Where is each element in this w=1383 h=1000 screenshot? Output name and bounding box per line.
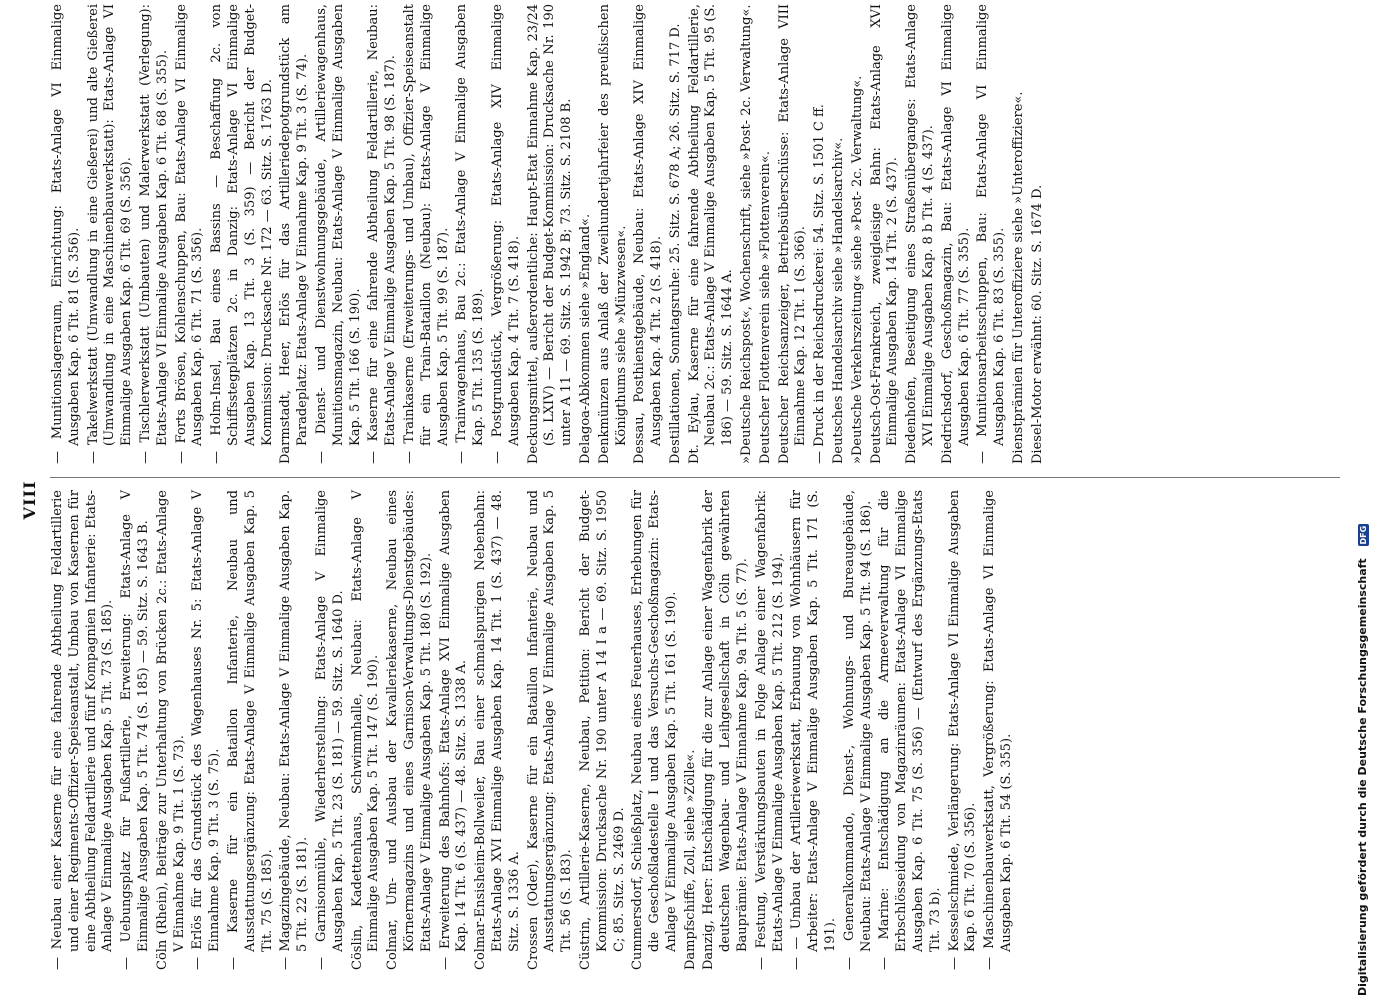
entry-dash: — xyxy=(366,441,382,464)
index-block xyxy=(385,490,471,970)
entry-text: — Umbau der Artilleriewerkstatt, Erbauung von Wohnhäusern für Arbeiter: Etats-Anlage V Einmalige Ausgaben Kap. 5 Tit. 171 (S. 191). xyxy=(789,490,839,952)
page-number: VIII xyxy=(20,480,39,520)
entry-dash: — xyxy=(173,443,189,464)
entry-text: Danzig, Heer: Entschädigung für die zur Anlage einer Wagenfabrik der deutschen Wagenbau- und Leihgesellschaft in Cöln gewährten Bauprämie: Etats-Anlage V Einnahme Kap. 9a Tit. 5 (S. 77). xyxy=(701,490,751,970)
index-block xyxy=(831,4,848,464)
entry-text: Druck in der Reichsdruckerei: 54. Sitz. S. 1501 C ff. xyxy=(812,104,828,447)
index-entry xyxy=(402,4,452,464)
index-entry xyxy=(683,490,700,970)
index-block xyxy=(701,490,875,970)
entry-dash: — xyxy=(313,941,329,970)
index-block xyxy=(278,4,523,464)
entry-text: Munitionsarbeitsschuppen, Bau: Etats-Anlage VI Einmalige Ausgaben Kap. 6 Tit. 83 (S. 355). xyxy=(975,4,1008,446)
index-block xyxy=(904,4,938,464)
dfg-logo: DFG xyxy=(1358,525,1368,545)
index-block xyxy=(877,490,1015,970)
index-entry xyxy=(226,490,276,970)
index-entry xyxy=(490,4,524,464)
index-entry xyxy=(869,4,903,464)
entry-text: Cummersdorf, Schießplatz, Neubau eines Feuerhauses, Erhebungen für die Geschoßladestelle I und das Versuchs-Geschoßmagazin: Etats-Anlage V Einmalige Ausgaben Kap. 5 Tit. 161 (S. 190). xyxy=(630,490,679,970)
index-entry xyxy=(454,4,488,464)
entry-dash: — xyxy=(753,948,769,970)
index-entry xyxy=(209,4,276,464)
entry-dash: — xyxy=(401,443,417,464)
index-block xyxy=(850,4,867,464)
index-entry xyxy=(789,490,839,970)
index-entry xyxy=(777,4,811,464)
column-divider xyxy=(50,477,1340,478)
entry-dash: — xyxy=(975,436,991,464)
entry-text: Marine: Entschädigung an die Armeeverwaltung für die Erbschlösseidung von Magazinräumen: Etats-Anlage VI Einmalige Ausgaben Kap. 6 Tit. 75 (S. 356) — (Entwurf des Ergänzungs-Etats Tit. 73 b). xyxy=(877,490,943,952)
index-block xyxy=(578,4,595,464)
index-block xyxy=(869,4,903,464)
entry-text: Maschinenbauwerkstatt, Vergrößerung: Etats-Anlage VI Einmalige Ausgaben Kap. 6 Tit. 54 (S. 355). xyxy=(982,490,1015,952)
index-block xyxy=(758,4,775,464)
index-block xyxy=(940,4,1009,464)
index-block xyxy=(526,4,576,464)
index-entry xyxy=(947,490,981,970)
entry-dash: — xyxy=(946,951,962,970)
entry-text: Colmar-Ensisheim-Bollweiler, Bau einer schmalspurigen Nebenbahn: Etats-Anlage XVI Einmalige Ausgaben Kap. 14 Tit. 1 (S. 437) — 48. Sitz. S. 1336 A. xyxy=(473,490,522,970)
index-entry xyxy=(632,4,666,464)
entry-text: Colmar, Um- und Ausbau der Kavalleriekaserne, Neubau eines Körnermagazins und eines Garnison-Verwaltungs-Dienstgebäudes: Etats-Anlage V Einmalige Ausgaben Kap. 5 Tit. 180 (S. 192). xyxy=(385,490,434,970)
index-block xyxy=(777,4,829,464)
entry-text: Diedenhofen, Beseitigung eines Straßenüberganges: Etats-Anlage XVI Einmalige Ausgaben Kap. 8 b Tit. 4 (S. 437). xyxy=(904,4,937,464)
index-entry xyxy=(597,4,631,464)
index-block xyxy=(1030,4,1047,464)
index-entry xyxy=(668,4,685,464)
index-entry xyxy=(174,4,208,464)
entry-text: Uebungsplatz für Fußartillerie, Erweiterung: Etats-Anlage V Einmalige Ausgaben Kap. 5 Tit. 74 (S. 185) — 59. Sitz. S. 1643 B. xyxy=(119,490,151,952)
entry-dash: — xyxy=(209,435,225,464)
entry-text: Diesel-Motor erwähnt: 60. Sitz. S. 1674 D. xyxy=(1029,184,1045,464)
index-entry xyxy=(314,4,364,464)
index-block xyxy=(597,4,631,464)
index-block xyxy=(683,490,700,970)
entry-text: Denkmünzen aus Anlaß der Zweihundertjahrfeier des preußischen Königthums siehe »Münzwesen«. xyxy=(596,4,629,464)
entry-text: Darmstadt, Heer, Erlös für das Artilleriedepotgrundstück am Paradeplatz: Etats-Anlage V Einnahme Kap. 9 Tit. 3 (S. 74). xyxy=(278,4,311,464)
entry-dash: — xyxy=(50,439,65,464)
entry-text: Takelwerkstatt (Umwandlung in eine Gießerei) und alte Gießerei (Umwandlung in eine Maschinenbauwerkstatt): Etats-Anlage VI Einmalige Ausgaben Kap. 6 Tit. 69 (S. 356). xyxy=(85,4,135,446)
index-entry xyxy=(940,4,974,464)
entry-text: Deutscher Flottenverein siehe »Flottenverein«. xyxy=(757,151,773,464)
index-entry xyxy=(86,4,136,464)
index-entry xyxy=(366,4,400,464)
index-block xyxy=(50,4,276,464)
entry-text: Cöslin, Kadettenhaus, Schwimmhalle, Neubau: Etats-Anlage V Einmalige Ausgaben Kap. 5 Tit. 147 (S. 190). xyxy=(349,490,382,970)
entry-dash: — xyxy=(278,951,294,970)
index-entry xyxy=(278,4,312,464)
index-entry xyxy=(350,490,384,970)
entry-text: Dampfschiffe, Zoll, siehe »Zölle«. xyxy=(682,749,698,970)
entry-dash: — xyxy=(982,948,998,970)
entry-dash: — xyxy=(225,933,241,970)
index-entry xyxy=(385,490,435,970)
entry-dash: — xyxy=(190,949,206,970)
index-block xyxy=(739,4,756,464)
entry-text: Erlös für das Grundstück des Wagenhauses Nr. 5: Etats-Anlage V Einnahme Kap. 9 Tit. 3 (S. 75). xyxy=(190,490,223,952)
index-entry xyxy=(50,490,117,970)
entry-dash: — xyxy=(789,949,805,970)
index-block xyxy=(350,490,384,970)
index-block xyxy=(50,490,153,970)
entry-text: Magazingebäude, Neubau: Etats-Anlage V Einmalige Ausgaben Kap. 5 Tit. 22 (S. 181). xyxy=(278,490,311,952)
index-entry xyxy=(687,4,737,464)
footer-text: Digitalisierung gefördert durch die Deutsche Forschungsgemeinschaft xyxy=(1356,558,1369,996)
entry-dash: — xyxy=(313,434,329,464)
index-entry xyxy=(758,4,775,464)
index-entry xyxy=(438,490,472,970)
index-block xyxy=(526,490,576,970)
entry-text: Trainwagenhaus, Bau 2c.: Etats-Anlage V Einmalige Ausgaben Kap. 5 Tit. 135 (S. 189). xyxy=(454,4,487,446)
index-entry xyxy=(190,490,224,970)
index-entry xyxy=(877,490,944,970)
entry-text: Deutsches Handelsarchiv siehe »Handelsarchiv«. xyxy=(831,137,847,464)
entry-dash: — xyxy=(454,442,470,464)
entry-text: Trainkaserne (Erweiterungs- und Umbau), Offizier-Speiseanstalt für ein Train-Bataillon (Neubau): Etats-Anlage V Einmalige Ausgaben Kap. 5 Tit. 99 (S. 187). xyxy=(401,3,451,446)
index-entry xyxy=(739,4,756,464)
entry-text: Delagoa-Abkommen siehe »England«. xyxy=(577,213,593,464)
entry-dash: — xyxy=(812,446,828,464)
entry-text: Festung, Verstärkungsbauten in Folge Anlage einer Wagenfabrik: Etats-Anlage V Einmalige Ausgaben Kap. 5 Tit. 212 (S. 194). xyxy=(753,490,786,952)
entry-text: Kaserne für ein Bataillon Infanterie, Neubau und Ausstattungsergänzung: Etats-Anlage V Einmalige Ausgaben Kap. 5 Tit. 75 (S. 185). xyxy=(225,489,275,952)
index-entry xyxy=(982,490,1016,970)
entry-dash: — xyxy=(137,442,153,464)
index-entry xyxy=(904,4,938,464)
index-entry xyxy=(831,4,848,464)
index-block xyxy=(632,4,666,464)
index-entry xyxy=(526,490,576,970)
entry-text: Diedrichsdorf, Geschoßmagazin, Bau: Etats-Anlage VI Einmalige Ausgaben Kap. 6 Tit. 77 (S. 355). xyxy=(939,4,972,464)
entry-text: Erweiterung des Bahnhofs: Etats-Anlage XVI Einmalige Ausgaben Kap. 14 Tit. 6 (S. 437) — 48. Sitz. S. 1338 A. xyxy=(437,490,470,952)
index-entry xyxy=(1011,4,1028,464)
entry-text: »Deutsche Reichspost«, Wochenschrift, siehe »Post- 2c. Verwaltung«. xyxy=(739,4,755,464)
index-entry xyxy=(314,490,348,970)
index-block xyxy=(578,490,628,970)
entry-text: Tischlerwerkstatt (Umbauten) und Malerwerkstatt (Verlegung): Etats-Anlage VI Einmalige Ausgaben Kap. 6 Tit. 68 (S. 355). xyxy=(137,4,170,446)
index-entry xyxy=(754,490,788,970)
index-entry xyxy=(701,490,751,970)
index-entry xyxy=(138,4,172,464)
index-entry xyxy=(155,490,189,970)
entry-text: Dienstprämien für Unteroffiziere siehe »Unteroffiziere«. xyxy=(1011,91,1027,464)
entry-text: Cüstrin, Artillerie-Kaserne, Neubau, Petition: Bericht der Budget-Kommission: Drucksache Nr. 190 unter A 14 I a — 69. Sitz. S. 1950 C; 85. Sitz. S. 2469 D. xyxy=(577,490,627,970)
index-block xyxy=(1011,4,1028,464)
entry-dash: — xyxy=(841,940,857,970)
entry-text: Kaserne für eine fahrende Abtheilung Feldartillerie, Neubau: Etats-Anlage V Einmalige Ausgaben Kap. 5 Tit. 98 (S. 187). xyxy=(366,4,399,446)
entry-dash: — xyxy=(877,939,893,970)
entry-text: Cöln (Rhein), Beiträge zur Unterhaltung von Brücken 2c.: Etats-Anlage V Einnahme Kap. 9 Tit. 1 (S. 73). xyxy=(154,490,187,970)
index-entry xyxy=(812,4,829,464)
entry-text: Postgrundstück, Vergrößerung: Etats-Anlage XIV Einmalige Ausgaben Kap. 4 Tit. 7 (S. 418). xyxy=(489,4,522,446)
entry-dash: — xyxy=(50,949,65,970)
entry-dash: — xyxy=(489,437,505,464)
entry-text: »Deutsche Verkehrszeitung« siehe »Post- 2c. Verwaltung«. xyxy=(849,75,865,464)
index-block xyxy=(630,490,680,970)
index-entry xyxy=(119,490,153,970)
right-column xyxy=(50,4,1049,464)
index-entry xyxy=(278,490,312,970)
entry-text: Dt. Eylau, Kaserne für eine fahrende Abtheilung Feldartillerie, Neubau 2c.: Etats-Anlage V Einmalige Ausgaben Kap. 5 Tit. 95 (S. 186) — 59. Sitz. S. 1644 A. xyxy=(686,4,736,464)
index-entry xyxy=(473,490,523,970)
entry-text: Generalkommando, Dienst-, Wohnungs- und Bureaugebäude, Neubau: Etats-Anlage V Einmalige Ausgaben Kap. 5 Tit. 94 (S. 186). xyxy=(841,490,874,952)
entry-text: Deckungsmittel, außerordentliche: Haupt-Etat Einnahme Kap. 23/24 (S. LXIV) — Bericht der Budget-Kommission: Drucksache Nr. 190 unter A 11 — 69. Sitz. S. 1942 B; 73. Sitz. S. 2108 B. xyxy=(525,4,575,464)
index-block xyxy=(155,490,348,970)
index-entry xyxy=(1030,4,1047,464)
index-block xyxy=(668,4,685,464)
entry-dash: — xyxy=(85,445,101,464)
entry-text: Neubau einer Kaserne für eine fahrende Abtheilung Feldartillerie und einer Regiments-Offizier-Speiseanstalt, Umbau von Kasernen für eine Abtheilung Feldartillerie und fünf Kompagnien Infanterie: Etats-Anlage V Einmalige Ausgaben Kap. 5 Tit. 73 (S. 185). xyxy=(50,490,116,952)
entry-dash: — xyxy=(437,949,453,970)
index-entry xyxy=(578,490,628,970)
index-entry xyxy=(975,4,1009,464)
index-entry xyxy=(842,490,876,970)
index-entry xyxy=(630,490,680,970)
left-column xyxy=(50,490,1018,970)
footer-credit xyxy=(1356,0,1369,1000)
index-block xyxy=(473,490,523,970)
index-entry xyxy=(526,4,576,464)
entry-text: Forts Brösen, Kohlenschuppen, Bau: Etats-Anlage VI Einmalige Ausgaben Kap. 6 Tit. 71 (S. 356). xyxy=(173,4,206,446)
index-entry xyxy=(850,4,867,464)
entry-text: Dessau, Posthienstgebäude, Neubau: Etats-Anlage XIV Einmalige Ausgaben Kap. 4 Tit. 2 (S. 418). xyxy=(632,4,665,464)
index-block xyxy=(687,4,737,464)
entry-text: Deutsch-Ost-Frankreich, zweigleisige Bahn: Etats-Anlage XVI Einmalige Ausgaben Kap. 14 Tit. 2 (S. 437). xyxy=(868,4,901,464)
entry-text: Destillationen, Sonntagsruhe: 25. Sitz. S. 678 A; 26. Sitz. S. 717 D. xyxy=(667,23,683,464)
entry-text: Dienst- und Dienstwohnungsgebäude, Artilleriewagenhaus, Munitionsmagazin, Neubau: Etats-Anlage V Einmalige Ausgaben Kap. 5 Tit. 166 (S. 190). xyxy=(313,4,363,446)
index-entry xyxy=(50,4,84,464)
entry-text: Deutscher Reichsanzeiger, Betriebsüberschüsse: Etats-Anlage VIII Einnahme Kap. 12 Tit. 1 (S. 366). xyxy=(776,4,809,464)
entry-dash: — xyxy=(119,942,135,970)
index-entry xyxy=(578,4,595,464)
entry-text: Kesselschmiede, Verlängerung: Etats-Anlage VI Einmalige Ausgaben Kap. 6 Tit. 70 (S. 356). xyxy=(946,490,979,952)
entry-text: Holm-Insel, Bau eines Bassins — Beschaffung 2c. von Schiffsstegplätzen 2c. in Danzig: Etats-Anlage VI Einmalige Ausgaben Kap. 13 Tit. 3 (S. 359) — Bericht der Budget-Kommission: Drucksache Nr. 172 — 63. Sitz. S. 1763 D. xyxy=(209,4,275,446)
entry-text: Munitionslagerraum, Einrichtung: Etats-Anlage VI Einmalige Ausgaben Kap. 6 Tit. 81 (S. 356). xyxy=(50,4,82,446)
entry-text: Garnisonmühle, Wiederherstellung: Etats-Anlage V Einmalige Ausgaben Kap. 5 Tit. 23 (S. 181) — 59. Sitz. S. 1640 D. xyxy=(313,489,346,952)
entry-text: Crossen (Oder), Kaserne für ein Bataillon Infanterie, Neubau und Ausstattungsergänzung: Etats-Anlage V Einmalige Ausgaben Kap. 5 Tit. 56 (S. 183). xyxy=(525,490,575,970)
